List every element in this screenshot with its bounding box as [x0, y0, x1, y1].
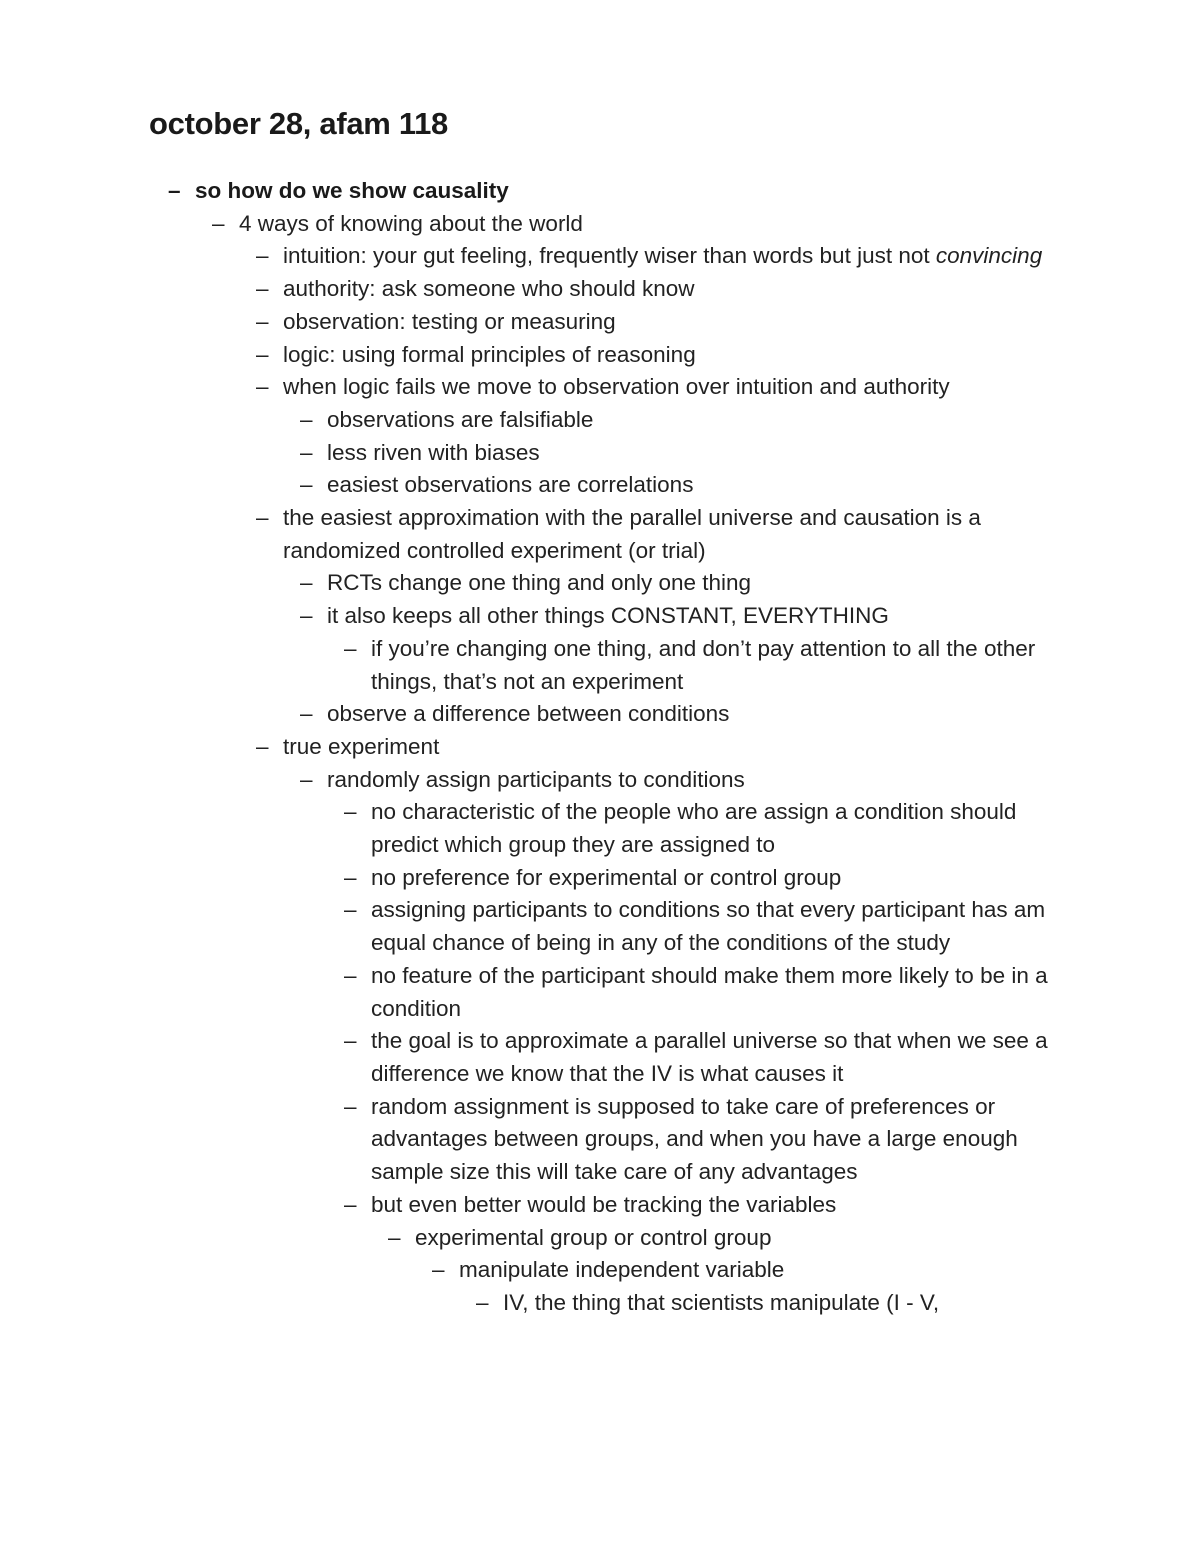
outline-item — [0, 698, 1050, 731]
bullet-dash: – — [344, 962, 357, 988]
outline-item-text — [327, 698, 1050, 731]
bullet-dash: – — [256, 505, 269, 531]
outline-item-text — [371, 960, 1050, 1025]
outline-item-text — [459, 1254, 1050, 1287]
outline-item — [0, 1189, 1050, 1222]
outline-item-italic-text: convincing — [935, 243, 1043, 269]
outline-item-main-text: easiest observations are correlations — [327, 472, 694, 498]
outline-item-main-text: assigning participants to conditions so that every participant has am equal chance of being in any of the conditions of the study — [371, 897, 1046, 956]
outline-item-main-text: manipulate independent variable — [459, 1257, 785, 1283]
outline-item-text — [195, 175, 1050, 208]
outline-item-text — [283, 502, 1050, 567]
outline-item-text — [327, 437, 1050, 470]
bullet-dash: – — [344, 1093, 357, 1119]
bullet-dash: – — [344, 864, 357, 890]
bullet-dash: – — [344, 1191, 357, 1217]
outline-item — [0, 764, 1050, 797]
outline-item-text — [327, 469, 1050, 502]
bullet-dash: – — [256, 308, 269, 334]
outline-item — [0, 240, 1050, 273]
page-title: october 28, afam 118 — [149, 106, 448, 141]
bullet-dash: – — [344, 635, 357, 661]
bullet-dash: – — [344, 897, 357, 923]
outline-item-main-text: RCTs change one thing and only one thing — [327, 570, 752, 596]
bullet-dash: – — [344, 1028, 357, 1054]
outline-item-text — [371, 862, 1050, 895]
outline-item-main-text: observe a difference between conditions — [327, 701, 730, 727]
outline-item-text — [327, 404, 1050, 437]
outline-item — [0, 567, 1050, 600]
outline-item-main-text: it also keeps all other things CONSTANT, EVERYTHING — [327, 603, 889, 629]
outline-item-main-text: the goal is to approximate a parallel universe so that when we see a difference we know that the IV is what causes it — [371, 1028, 1048, 1086]
bullet-dash: – — [256, 341, 269, 367]
bullet-dash: – — [300, 570, 313, 596]
outline-item — [0, 175, 1050, 208]
bullet-dash: – — [168, 178, 181, 203]
outline-item-main-text: IV, the thing that scientists manipulate (I - V, — [503, 1289, 940, 1315]
outline-item-text — [283, 731, 1050, 764]
bullet-dash: – — [256, 276, 269, 302]
outline-item-text — [371, 1025, 1050, 1090]
outline-item-main-text: observations are falsifiable — [327, 406, 594, 432]
outline-item — [0, 731, 1050, 764]
bullet-dash: – — [300, 406, 313, 432]
outline-item-text — [415, 1222, 1050, 1255]
outline-item — [0, 1025, 1050, 1090]
bullet-dash: – — [476, 1289, 489, 1315]
outline-item-main-text: no preference for experimental or control group — [371, 864, 842, 890]
outline-item-main-text: randomly assign participants to conditions — [327, 766, 745, 792]
outline-item-main-text: random assignment is supposed to take care of preferences or advantages between groups, and when you have a large enough sample size this will take care of any advantages — [371, 1093, 1018, 1185]
bullet-dash: – — [300, 701, 313, 727]
outline-item — [0, 796, 1050, 861]
bullet-dash: – — [212, 210, 225, 236]
outline-item-main-text: no characteristic of the people who are assign a condition should predict which group they are assigned to — [371, 799, 1017, 858]
outline-item — [0, 600, 1050, 633]
outline-item-text — [327, 764, 1050, 797]
outline-item-main-text: no feature of the participant should make them more likely to be in a condition — [371, 962, 1048, 1021]
outline-item — [0, 371, 1050, 404]
outline-item-text — [371, 894, 1050, 959]
outline-item-main-text: but even better would be tracking the variables — [371, 1191, 837, 1217]
outline-item-main-text: 4 ways of knowing about the world — [239, 210, 583, 236]
outline-item-main-text: intuition: your gut feeling, frequently wiser than words but just not — [283, 243, 930, 269]
outline-item-main-text: true experiment — [283, 733, 440, 759]
outline-item — [0, 1091, 1050, 1189]
outline-item — [0, 862, 1050, 895]
outline-item — [0, 960, 1050, 1025]
outline-item-main-text: if you’re changing one thing, and don’t pay attention to all the other things, that’s not an experiment — [371, 635, 1036, 694]
outline-item-main-text: when logic fails we move to observation over intuition and authority — [283, 374, 950, 400]
bullet-dash: – — [344, 799, 357, 825]
outline-item-main-text: so how do we show causality — [195, 178, 509, 203]
bullet-dash: – — [300, 472, 313, 498]
bullet-dash: – — [388, 1224, 401, 1250]
outline-item-main-text: observation: testing or measuring — [283, 308, 616, 334]
outline-item — [0, 306, 1050, 339]
bullet-dash: – — [432, 1257, 445, 1283]
outline-item — [0, 273, 1050, 306]
outline-item-text — [283, 306, 1050, 339]
outline-item — [0, 208, 1050, 241]
outline-item-text — [283, 240, 1050, 273]
outline-item — [0, 469, 1050, 502]
outline-item-text — [371, 1091, 1050, 1189]
outline-item-text — [371, 633, 1050, 698]
outline-item-text — [283, 273, 1050, 306]
outline-item-main-text: logic: using formal principles of reasoning — [283, 341, 696, 367]
outline-item-text — [503, 1287, 1050, 1320]
outline-item — [0, 502, 1050, 567]
outline-item — [0, 1222, 1050, 1255]
bullet-dash: – — [256, 243, 269, 269]
bullet-dash: – — [256, 374, 269, 400]
outline-item-text — [371, 796, 1050, 861]
bullet-dash: – — [300, 766, 313, 792]
outline-item-text — [371, 1189, 1050, 1222]
outline-item — [0, 1254, 1050, 1287]
outline-item-text — [283, 371, 1050, 404]
outline-item — [0, 404, 1050, 437]
outline-item-text — [239, 208, 1050, 241]
outline-item — [0, 339, 1050, 372]
outline-item-text — [327, 600, 1050, 633]
bullet-dash: – — [300, 439, 313, 465]
outline-item-main-text: the easiest approximation with the parallel universe and causation is a randomized controlled experiment (or trial) — [283, 505, 981, 563]
bullet-dash: – — [256, 733, 269, 759]
outline-item-text — [327, 567, 1050, 600]
bullet-dash: – — [300, 603, 313, 629]
bullet-outline — [0, 175, 1200, 1320]
outline-item — [0, 633, 1050, 698]
outline-item-main-text: authority: ask someone who should know — [283, 276, 695, 302]
outline-item-main-text: experimental group or control group — [415, 1224, 772, 1250]
outline-item-text — [283, 339, 1050, 372]
outline-item — [0, 894, 1050, 959]
outline-item — [0, 1287, 1050, 1320]
outline-item — [0, 437, 1050, 470]
outline-item-main-text: less riven with biases — [327, 439, 540, 465]
